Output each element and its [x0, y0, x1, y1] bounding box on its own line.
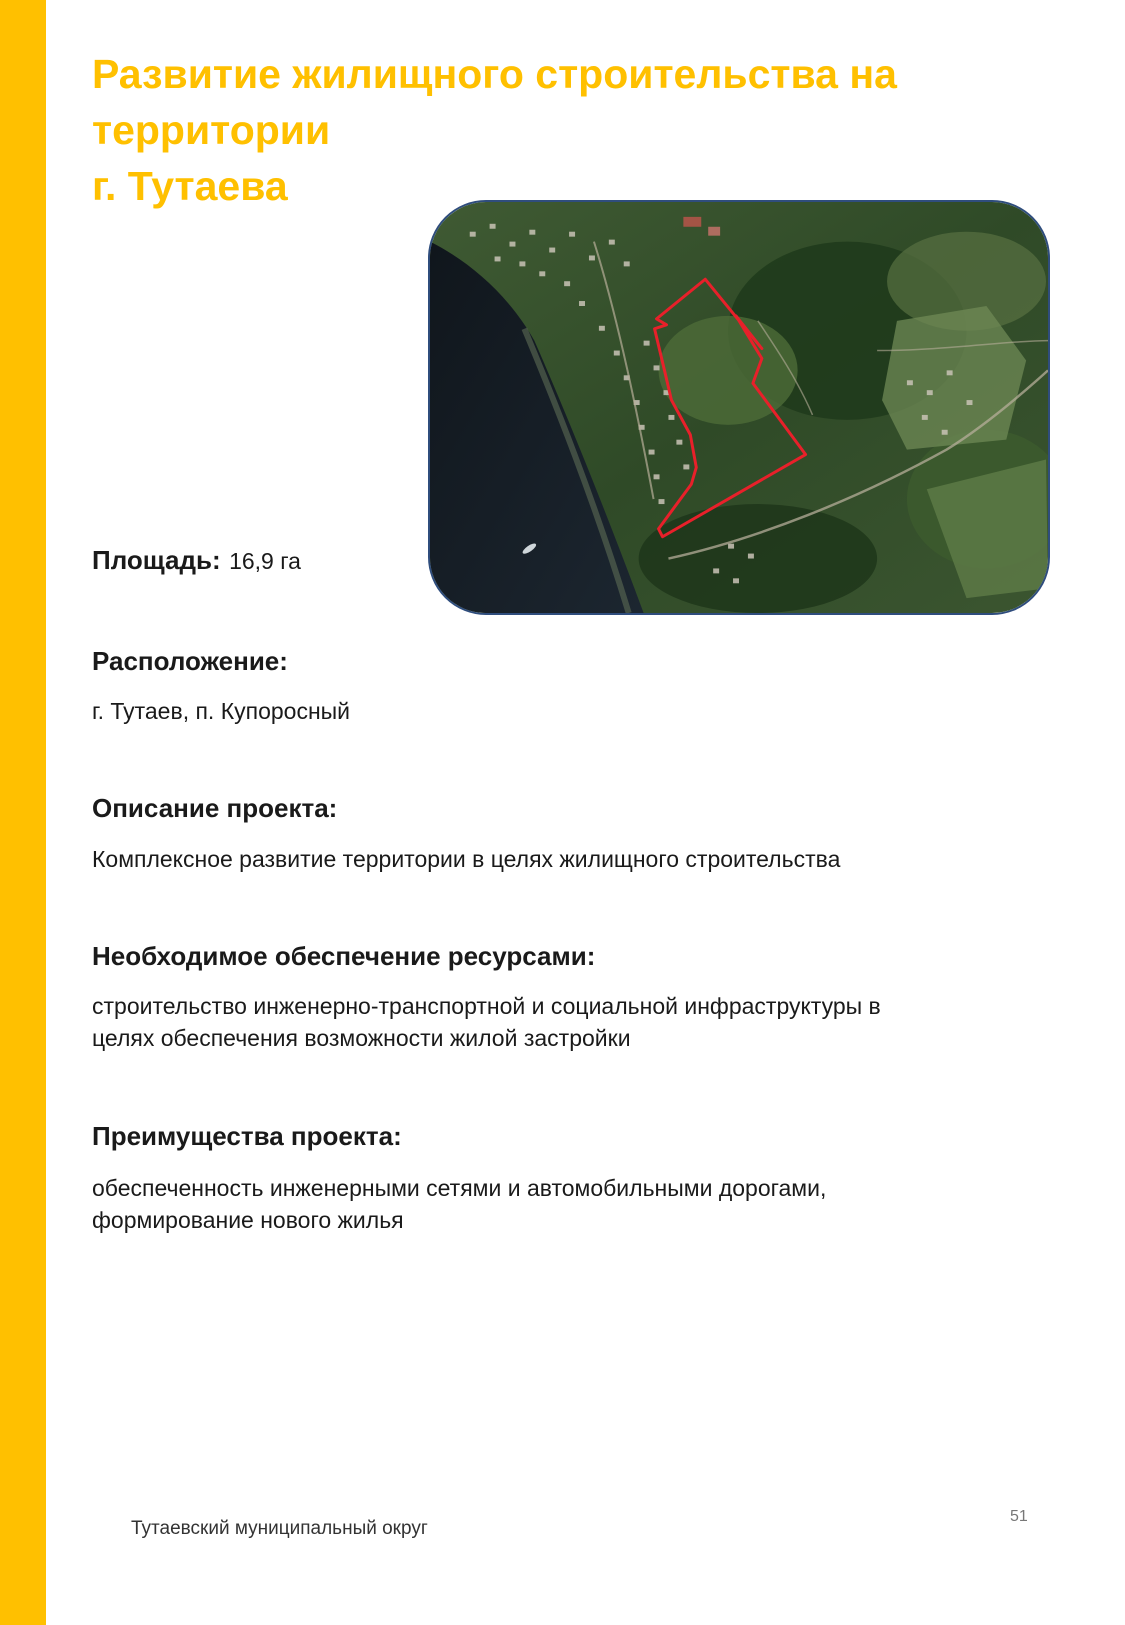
area-label: Площадь: [92, 545, 221, 575]
description-value: Комплексное развитие территории в целях жилищного строительства [92, 846, 841, 872]
footer-org-name: Тутаевский муниципальный округ [131, 1518, 428, 1539]
resources-label: Необходимое обеспечение ресурсами: [92, 941, 596, 971]
title-line-3: г. Тутаева [92, 163, 288, 209]
title-line-2: территории [92, 107, 331, 153]
accent-side-bar [0, 0, 46, 1625]
advantages-label: Преимущества проекта: [92, 1121, 402, 1151]
satellite-map-image [428, 200, 1050, 615]
location-value: г. Тутаев, п. Купоросный [92, 698, 351, 724]
advantages-text-line-2: формирование нового жилья [92, 1207, 404, 1233]
advantages-text-line-1: обеспеченность инженерными сетями и автомобильными дорогами, [92, 1175, 827, 1201]
location-label: Расположение: [92, 646, 288, 676]
resources-text-line-1: строительство инженерно-транспортной и социальной инфраструктуры в [92, 993, 881, 1019]
resources-text-line-2: целях обеспечения возможности жилой застройки [92, 1025, 631, 1051]
page-number: 51 [1010, 1508, 1028, 1525]
satellite-map-graphic [430, 202, 1048, 613]
description-label: Описание проекта: [92, 793, 338, 823]
area-value: 16,9 га [229, 548, 301, 574]
page-title [92, 46, 992, 214]
title-line-1: Развитие жилищного строительства на [92, 51, 897, 97]
area-field [92, 544, 301, 577]
